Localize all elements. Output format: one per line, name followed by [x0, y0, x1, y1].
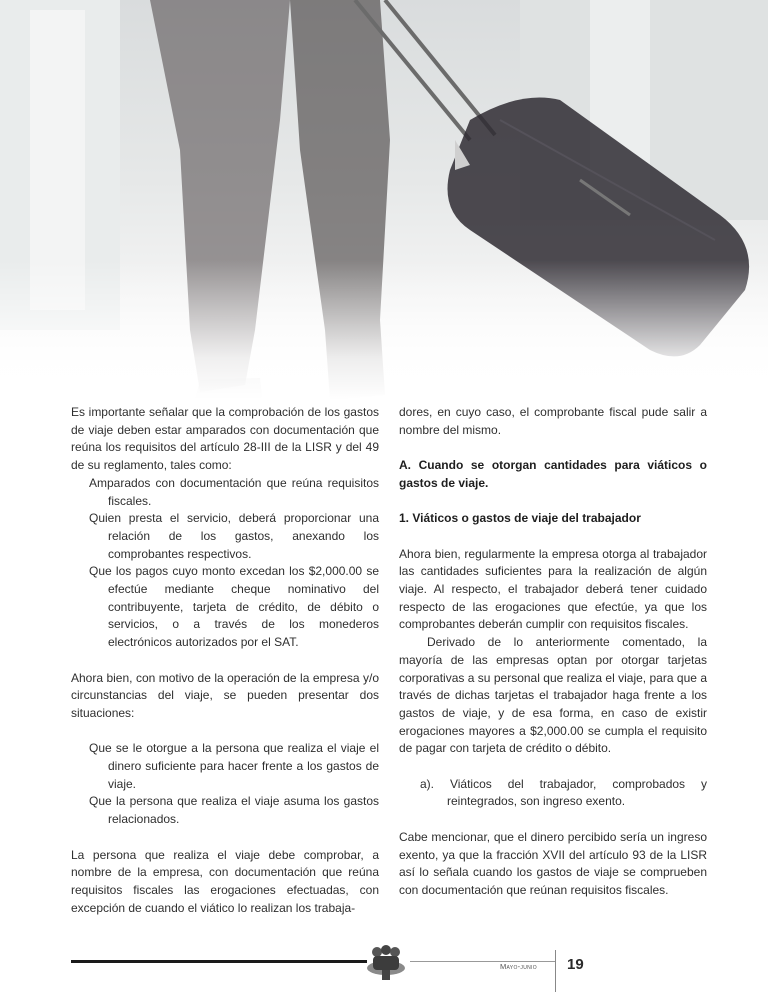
list-item: Quien presta el servicio, deberá proporcionar una relación de los gastos, anexando los comprobantes respectivos. [89, 511, 379, 561]
paragraph-3: Cabe mencionar, que el dinero percibido sería un ingreso exento, ya que la fracción XVII del artículo 93 de la LISR así lo señala cuando los gastos de viaje se comprueben con documentación que reúnan requisitos fiscales. [399, 829, 707, 897]
left-column [71, 404, 379, 917]
closing-paragraph: La persona que realiza el viaje debe comprobar, a nombre de la empresa, con documentación que reúna requisitos fiscales las erogaciones efectuadas, con excepción de cuando el viático lo realizan los trabaja- [71, 847, 379, 915]
list-item: Amparados con documentación que reúna requisitos fiscales. [89, 475, 379, 508]
sub-item-a: a). Viáticos del trabajador, comprobados y reintegrados, son ingreso exento. [420, 776, 707, 809]
continuation-paragraph: dores, en cuyo caso, el comprobante fiscal pude salir a nombre del mismo. [399, 405, 707, 437]
paragraph-2: Derivado de lo anteriormente comentado, la mayoría de las empresas optan por otorgar tarjetas corporativas a su personal que realiza el viaje, para que a través de dichas tarjetas el trabajador haga frente a los gastos de viaje, y de esa forma, en caso de existir erogaciones mayores a $2,000.00 se cumpla el requisito de pagar con tarjeta de crédito o débito. [399, 635, 707, 756]
intro-paragraph: Es importante señalar que la comprobación de los gastos de viaje deben estar amparados con documentación que reúna los requisitos del artículo 28-III de la LISR y del 49 de su reglamento, tales como: [71, 405, 379, 473]
footer-rule [71, 960, 367, 963]
situations-intro-paragraph: Ahora bien, con motivo de la operación de la empresa y/o circunstancias del viaje, se pueden presentar dos situaciones: [71, 670, 379, 720]
footer-divider [555, 950, 556, 992]
requirements-list [71, 475, 379, 652]
situations-list [71, 740, 379, 829]
list-item: Que la persona que realiza el viaje asuma los gastos relacionados. [89, 794, 379, 827]
section-heading-a: A. Cuando se otorgan cantidades para viáticos o gastos de viaje. [399, 458, 707, 490]
list-item: Que se le otorgue a la persona que realiza el viaje el dinero suficiente para hacer frente a los gastos de viaje. [89, 741, 379, 791]
page-number: 19 [567, 956, 584, 973]
list-item: Que los pagos cuyo monto excedan los $2,000.00 se efectúe mediante cheque nominativo del contribuyente, tarjeta de crédito, de débito o servicios, o a través de los monederos electrónicos autorizados por el SAT. [89, 564, 379, 650]
paragraph-1: Ahora bien, regularmente la empresa otorga al trabajador las cantidades suficientes para la realización de algún viaje. Al respecto, el trabajador deberá tener cuidado respecto de las erogaciones que efectúe, ya que los comprobantes deberán cumplir con requisitos fiscales. [399, 546, 707, 632]
right-column [399, 404, 707, 900]
issue-month: Mayo-junio [500, 962, 537, 971]
hero-fade [0, 260, 768, 400]
section-heading-1: 1. Viáticos o gastos de viaje del trabajador [399, 511, 641, 526]
publisher-logo-icon [363, 942, 409, 982]
hero-photo [0, 0, 768, 400]
